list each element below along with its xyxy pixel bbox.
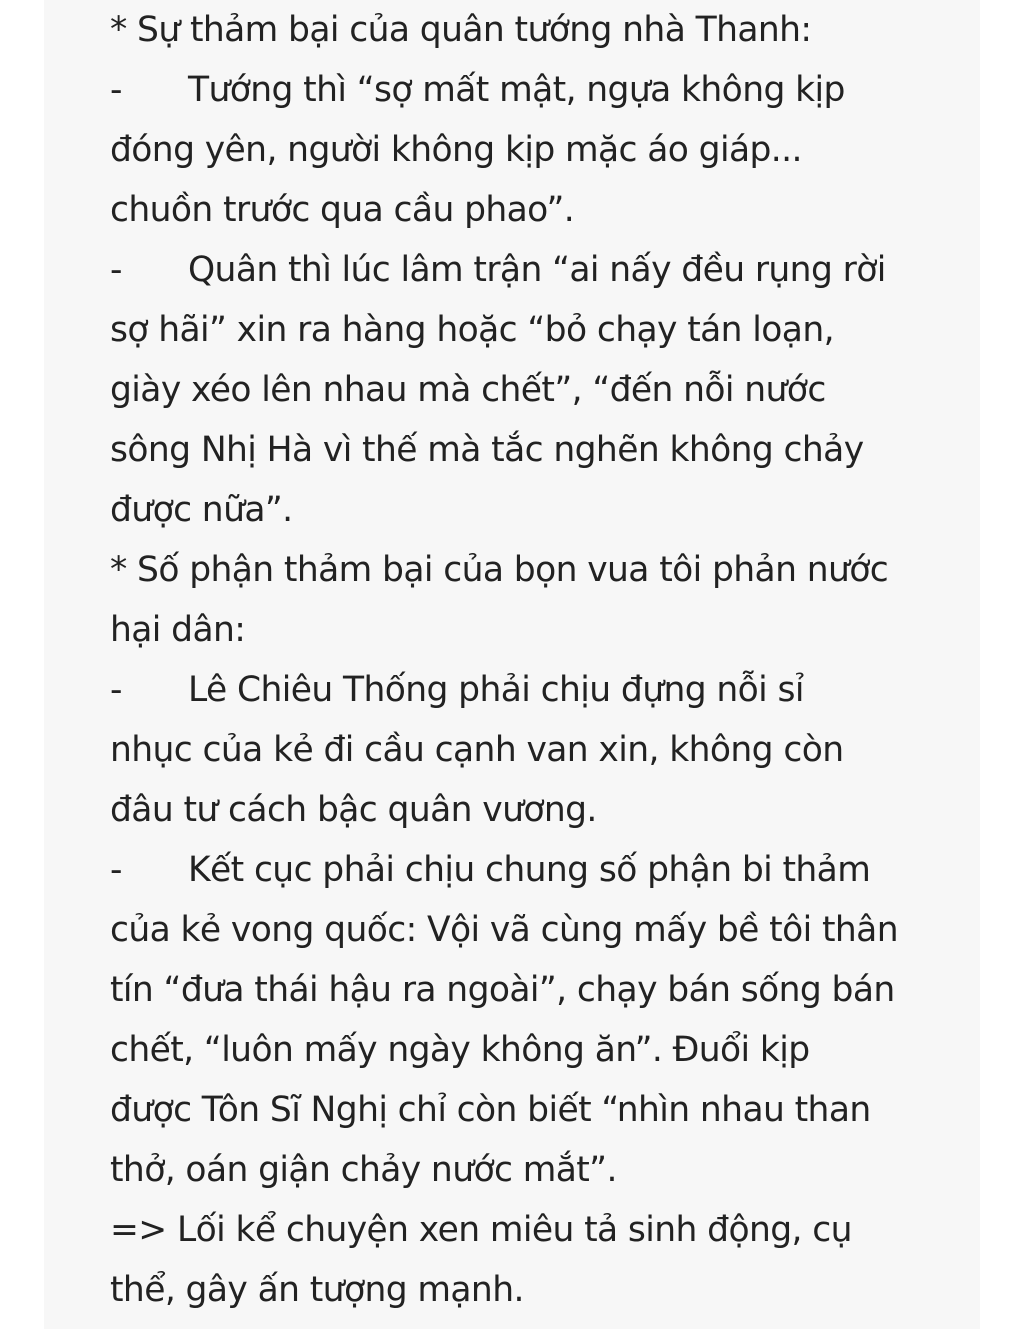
text-line [110, 540, 930, 600]
line-text: đâu tư cách bậc quân vương. [110, 790, 597, 830]
document-body [110, 0, 930, 1320]
text-line [110, 120, 930, 180]
line-text: chết, “luôn mấy ngày không ăn”. Đuổi kịp [110, 1030, 810, 1070]
text-line [110, 1080, 930, 1140]
bullet-dash: - [110, 70, 122, 110]
text-line [110, 60, 930, 120]
line-text: thể, gây ấn tượng mạnh. [110, 1270, 524, 1310]
text-line [110, 840, 930, 900]
line-text: * Số phận thảm bại của bọn vua tôi phản nước [110, 550, 889, 590]
line-text: chuồn trước qua cầu phao”. [110, 190, 575, 230]
document-page [44, 0, 980, 1329]
text-line [110, 1260, 930, 1320]
text-line [110, 360, 930, 420]
bullet-dash: - [110, 250, 122, 290]
line-text: giày xéo lên nhau mà chết”, “đến nỗi nước [110, 370, 826, 410]
line-text: Kết cục phải chịu chung số phận bi thảm [188, 850, 871, 890]
bullet-dash: - [110, 850, 122, 890]
line-text: Tướng thì “sợ mất mật, ngựa không kịp [188, 70, 845, 110]
text-line [110, 600, 930, 660]
text-line [110, 720, 930, 780]
line-text: được nữa”. [110, 490, 293, 530]
line-text: nhục của kẻ đi cầu cạnh van xin, không còn [110, 730, 844, 770]
line-text: sợ hãi” xin ra hàng hoặc “bỏ chạy tán loạn, [110, 310, 834, 350]
text-line [110, 960, 930, 1020]
text-line [110, 1200, 930, 1260]
text-line [110, 180, 930, 240]
text-line [110, 780, 930, 840]
text-line [110, 420, 930, 480]
text-line [110, 300, 930, 360]
line-text: sông Nhị Hà vì thế mà tắc nghẽn không chảy [110, 430, 864, 470]
line-text: * Sự thảm bại của quân tướng nhà Thanh: [110, 10, 812, 50]
line-text: hại dân: [110, 610, 246, 650]
text-line [110, 240, 930, 300]
text-line [110, 1020, 930, 1080]
text-line [110, 660, 930, 720]
text-line [110, 900, 930, 960]
text-line [110, 480, 930, 540]
line-text: Lê Chiêu Thống phải chịu đựng nỗi sỉ [188, 670, 804, 710]
text-line [110, 0, 930, 60]
line-text: thở, oán giận chảy nước mắt”. [110, 1150, 617, 1190]
line-text: được Tôn Sĩ Nghị chỉ còn biết “nhìn nhau than [110, 1090, 871, 1130]
line-text: của kẻ vong quốc: Vội vã cùng mấy bề tôi thân [110, 910, 898, 950]
line-text: => Lối kể chuyện xen miêu tả sinh động, cụ [110, 1210, 852, 1250]
line-text: tín “đưa thái hậu ra ngoài”, chạy bán sống bán [110, 970, 895, 1010]
bullet-dash: - [110, 670, 122, 710]
line-text: Quân thì lúc lâm trận “ai nấy đều rụng rời [188, 250, 886, 290]
text-line [110, 1140, 930, 1200]
line-text: đóng yên, người không kịp mặc áo giáp... [110, 130, 802, 170]
